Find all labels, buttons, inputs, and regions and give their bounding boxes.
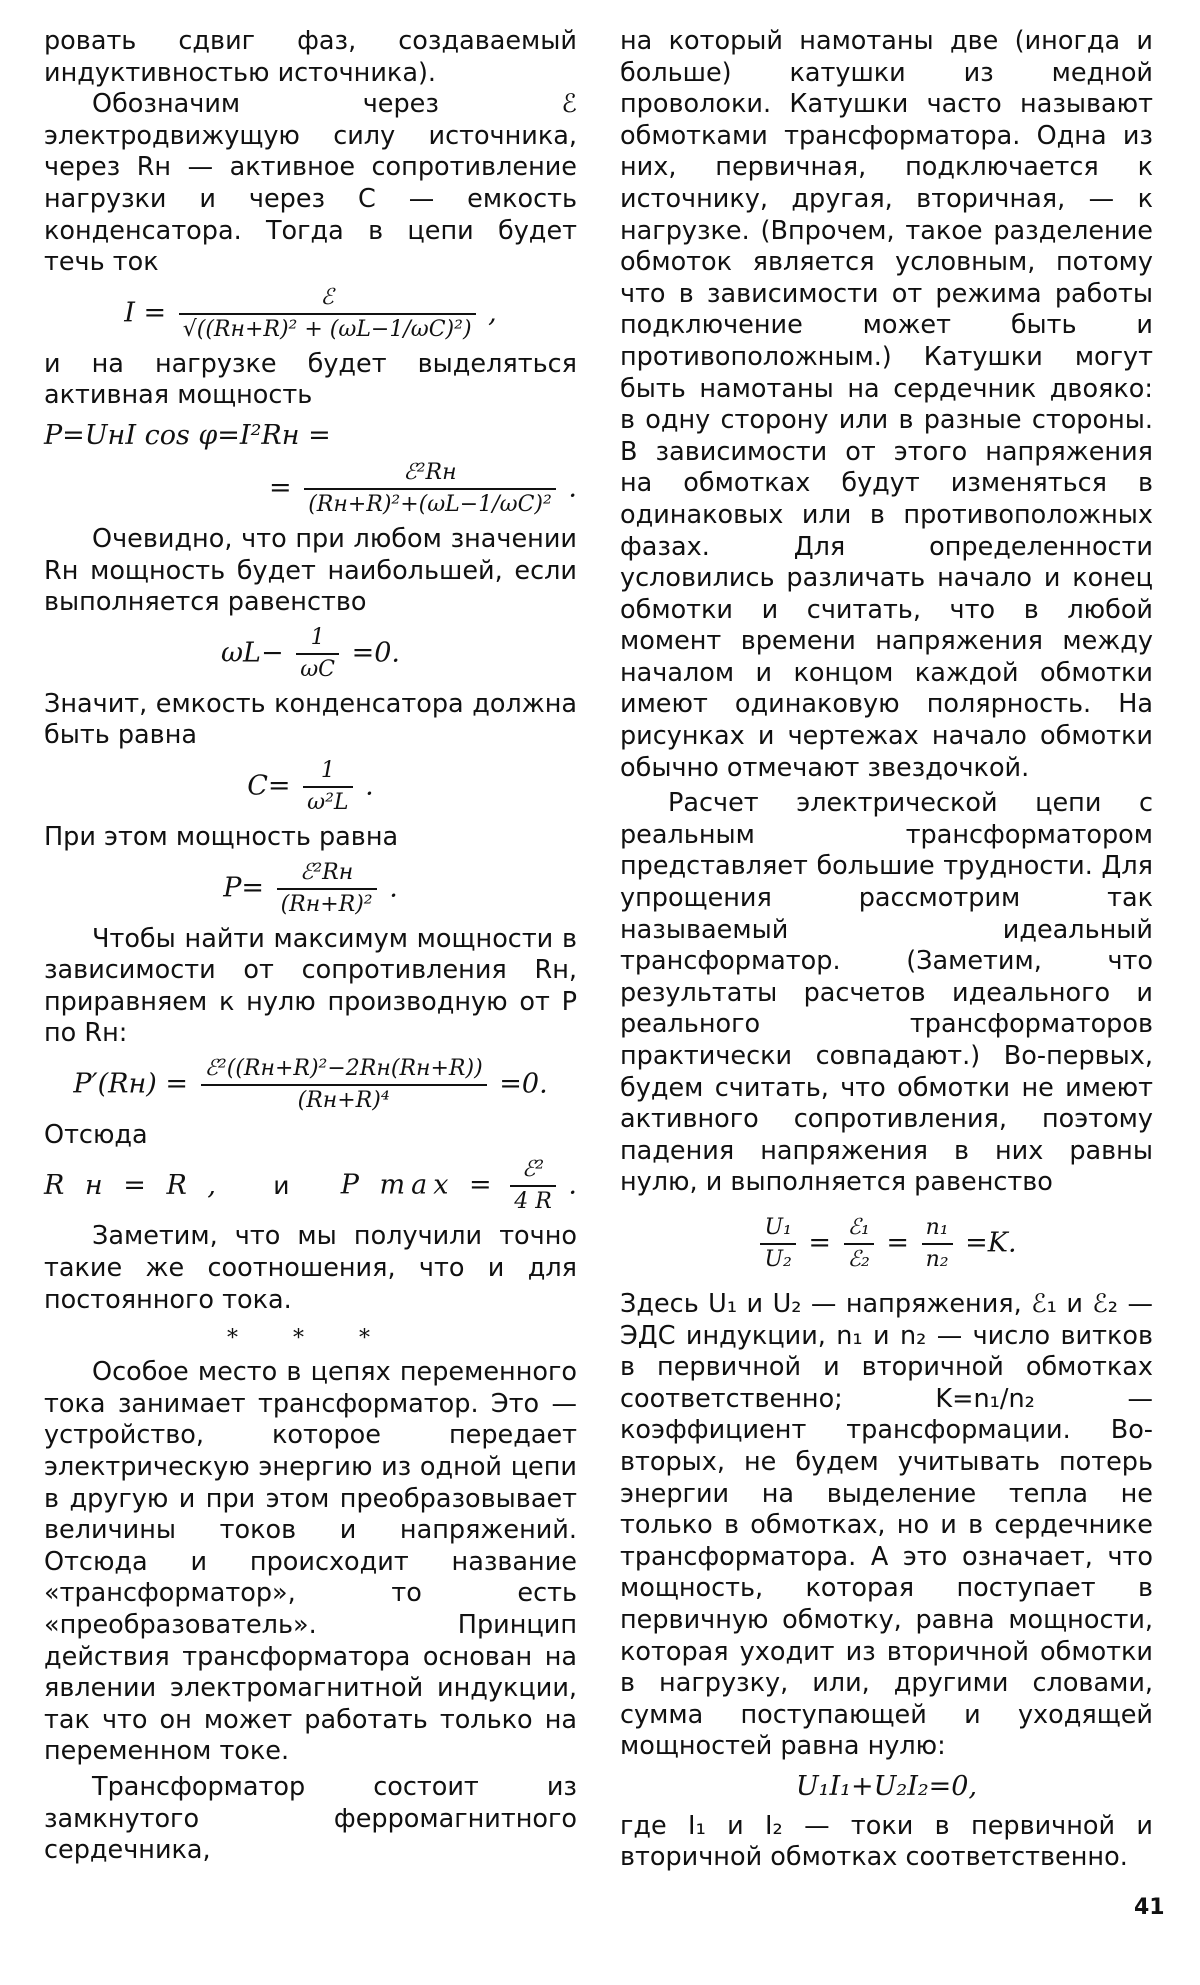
formula-transformer-ratio [620, 1215, 1153, 1273]
right-column [620, 26, 1153, 1874]
numerator: ℰ₁ [847, 1214, 870, 1240]
formula-part: R н = R , [44, 1170, 222, 1202]
formula-lhs: I = [124, 297, 167, 329]
denominator: 4 R [510, 1185, 556, 1215]
left-column [44, 26, 577, 1867]
page-number: 41 [1134, 1895, 1165, 1920]
paragraph: Очевидно, что при любом значении Rн мощность будет наибольшей, если выполняется равенство [44, 523, 577, 618]
formula-current [44, 285, 577, 343]
fraction [922, 1215, 953, 1273]
formula-part: . [389, 872, 398, 903]
formula-power-line2 [44, 460, 577, 518]
formula-capacitance [44, 758, 577, 816]
formula-power-res [44, 860, 577, 918]
denominator: (Rн+R)⁴ [201, 1084, 487, 1114]
fraction [760, 1215, 795, 1273]
formula-tail: . [568, 472, 577, 504]
denominator: ℰ₂ [844, 1243, 874, 1273]
fraction [303, 758, 352, 816]
paragraph: и на нагрузке будет выделяться активная мощность [44, 348, 577, 411]
formula-derivative [44, 1056, 577, 1114]
formula-part: P′(Rн) = [73, 1068, 189, 1100]
paragraph: Заметим, что мы получили точно такие же соотношения, что и для постоянного тока. [44, 1221, 577, 1315]
fraction [510, 1157, 556, 1215]
formula-tail: , [488, 297, 497, 329]
numerator: 1 [320, 757, 335, 783]
formula-equals: = [268, 472, 292, 504]
formula-conjunction: и [273, 1171, 290, 1201]
fraction [201, 1056, 487, 1114]
formula-part: ωL− [221, 637, 284, 669]
paragraph: При этом мощность равна [44, 821, 399, 852]
denominator: n₂ [922, 1243, 953, 1273]
numerator: 1 [310, 624, 325, 650]
fraction [277, 860, 377, 918]
section-separator: * * * [227, 1326, 394, 1352]
paragraph: Обозначим через ℰ электродвижущую силу источника, через Rн — активное сопротивление нагрузки и через C — емкость конденсатора. Тогда в цепи будет течь ток [44, 89, 577, 278]
fraction [844, 1215, 874, 1273]
formula-equals: = [808, 1227, 832, 1259]
formula-power-line1: P=UнI cos φ=I²Rн = [44, 419, 331, 451]
denominator: ωC [296, 653, 339, 683]
paragraph: ровать сдвиг фаз, создаваемый индуктивностью источника). [44, 26, 577, 88]
numerator: ℰ [320, 284, 334, 310]
fraction [179, 285, 476, 343]
numerator: n₁ [925, 1214, 949, 1240]
formula-part: C= [247, 770, 291, 802]
formula-equals: = [886, 1227, 909, 1259]
formula-part: =K. [965, 1227, 1017, 1259]
paragraph: Чтобы найти максимум мощности в зависимости от сопротивления Rн, приравняем к нулю производную от P по Rн: [44, 923, 577, 1049]
numerator: ℰ²Rн [403, 459, 457, 485]
formula-max [44, 1157, 577, 1215]
formula-part: P= [223, 872, 264, 903]
paragraph: Расчет электрической цепи с реальным трансформатором представляет большие трудности. Для упрощения рассмотрим так называемый идеальный трансформатор. (Заметим, что результаты расчетов идеального и реального трансформаторов практически совпадают.) Во-первых, будем считать, что обмотки не имеют активного сопротивления, поэтому падения напряжения в них равны нулю, и выполняется равенство [620, 788, 1153, 1198]
paragraph: Здесь U₁ и U₂ — напряжения, ℰ₁ и ℰ₂ — ЭДС индукции, n₁ и n₂ — число витков в первичной и вторичной обмотках соответственно; K=n₁/n₂ — коэффициент трансформации. Во-вторых, не будем учитывать потерь энергии на выделение тепла не только в обмотках, но и в сердечнике трансформатора. А это означает, что мощность, которая поступает в первичную обмотку, равна мощности, которая уходит из вторичной обмотки в нагрузку, или, другими словами, сумма поступающей и уходящей мощностей равна нулю: [620, 1288, 1153, 1762]
formula-part: . [568, 1169, 577, 1201]
paragraph: где I₁ и I₂ — токи в первичной и вторичной обмотках соответственно. [620, 1810, 1153, 1873]
numerator: ℰ²Rн [300, 859, 354, 885]
formula-power-balance: U₁I₁+U₂I₂=0, [795, 1770, 978, 1802]
formula-part: P max = [340, 1169, 498, 1201]
fraction [296, 625, 339, 683]
denominator: √((Rн+R)² + (ωL−1/ωC)²) [179, 313, 476, 343]
paragraph: Отсюда [44, 1119, 148, 1150]
denominator: (Rн+R)² [277, 888, 377, 918]
denominator: (Rн+R)²+(ωL−1/ωC)² [304, 488, 556, 518]
formula-resonance [44, 625, 577, 683]
paragraph: на который намотаны две (иногда и больше) катушки из медной проволоки. Катушки часто называют обмотками трансформатора. Одна из них, первичная, подключается к источнику, другая, вторичная, — к нагрузке. (Впрочем, такое разделение обмоток является условным, потому что в зависимости от режима работы подключение может быть и противоположным.) Катушки могут быть намотаны на сердечник двояко: в одну сторону или в разные стороны. В зависимости от этого напряжения на обмотках будут изменяться в одинаковых или в противоположных фазах. Для определенности условились различать начало и конец обмотки и считать, что в любой момент времени напряжения между началом и концом каждой обмотки имеют одинаковую полярность. На рисунках и чертежах начало обмотки обычно отмечают звездочкой. [620, 26, 1153, 783]
paragraph: Особое место в цепях переменного тока занимает трансформатор. Это — устройство, которое передает электрическую энергию из одной цепи в другую и при этом преобразовывает величины токов и напряжений. Отсюда и происходит название «трансформатор», то есть «преобразователь». Принцип действия трансформатора основан на явлении электромагнитной индукции, так что он может работать только на переменном токе. [44, 1357, 577, 1767]
numerator: ℰ² [521, 1157, 545, 1183]
paragraph: Значит, емкость конденсатора должна быть равна [44, 688, 577, 751]
formula-part [341, 1157, 577, 1215]
formula-part: =0. [351, 637, 400, 669]
fraction [304, 460, 556, 518]
numerator: U₁ [764, 1214, 792, 1240]
formula-part: . [365, 770, 374, 802]
formula-part: =0. [499, 1068, 548, 1100]
numerator: ℰ²((Rн+R)²−2Rн(Rн+R)) [204, 1055, 483, 1081]
paragraph: Трансформатор состоит из замкнутого ферромагнитного сердечника, [44, 1771, 577, 1866]
denominator: U₂ [760, 1243, 795, 1273]
denominator: ω²L [303, 786, 352, 816]
